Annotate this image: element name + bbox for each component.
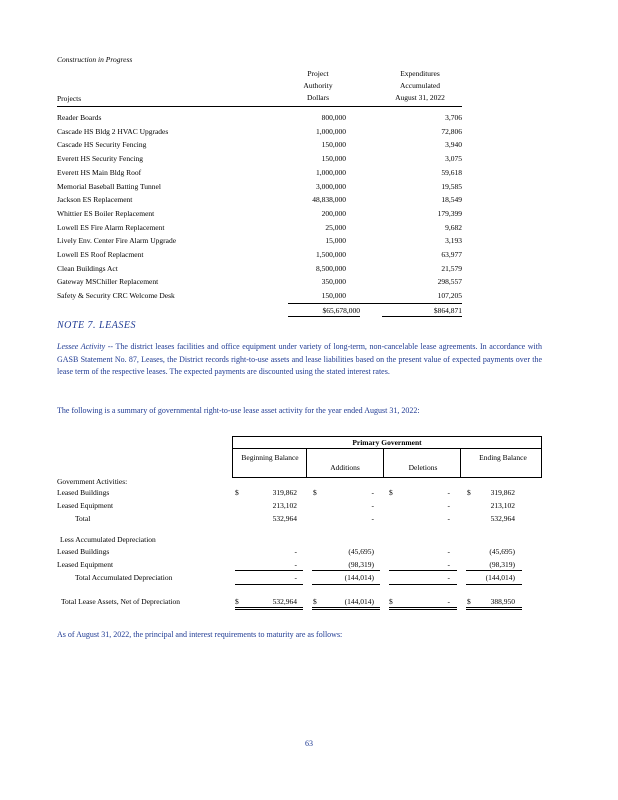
lease-depreciation xyxy=(57,547,517,587)
dep-rule-1 xyxy=(235,570,303,571)
lease-assets xyxy=(57,488,517,528)
net-dbl-2 xyxy=(312,607,380,610)
cip-row: Gateway MSChiller Replacement 350,000 298,557 xyxy=(57,277,462,287)
net-rule-4 xyxy=(466,584,522,585)
table-row: Leased Buildings $ 319,862 $ - $ - $ 319,862 xyxy=(57,488,515,497)
lease-group-header: Primary Government xyxy=(352,438,422,447)
cip-row: Everett HS Main Bldg Roof 1,000,000 59,618 xyxy=(57,167,462,177)
lease-table-top-rule xyxy=(232,436,542,437)
dep-rule-2 xyxy=(312,570,380,571)
cip-row: Memorial Baseball Batting Tunnel 3,000,000 19,585 xyxy=(57,181,462,191)
net-dbl-4 xyxy=(466,607,522,610)
gov-activities-label: Government Activities: xyxy=(57,477,128,486)
cip-title: Construction in Progress xyxy=(57,55,133,64)
table-row: Total Accumulated Depreciation - (144,014) - (144,014) xyxy=(75,573,515,582)
col-ending-balance: Ending Balance xyxy=(479,453,527,462)
cip-row: Reader Boards 800,000 3,706 xyxy=(57,113,462,122)
col-additions: Additions xyxy=(330,463,360,472)
lease-col-divider-1 xyxy=(306,448,307,478)
lease-table-left-rule xyxy=(232,436,233,478)
cip-total-underline-1 xyxy=(288,316,360,317)
dep-rule-4 xyxy=(466,570,522,571)
cip-row: Safety & Security CRC Welcome Desk 150,000 107,205 xyxy=(57,291,462,301)
cip-table xyxy=(57,113,462,313)
note-paragraph-2: The following is a summary of governmental right-to-use lease asset activity for the year ended August 31, 2022: xyxy=(57,406,420,415)
table-row: Total Lease Assets, Net of Depreciation $ 532,964 $ (144,014) $ - $ 388,950 xyxy=(61,597,515,606)
cip-row: Lowell ES Fire Alarm Replacement 25,000 9,682 xyxy=(57,222,462,232)
table-row: Leased Equipment - (98,319) - (98,319) xyxy=(57,560,515,569)
page-number: 63 xyxy=(305,739,313,748)
note-paragraph-1: Lessee Activity -- The district leases facilities and office equipment under variety of long-term, non-cancelable lease agreements. In accordance with GASB Statement No. 87, Leases, the District records right-to-use assets and lease liabilities based on the present value of expected payments over the lease term of the respective leases. The expected payments are discounted using the stated interest rates. xyxy=(57,342,543,376)
cip-header-rule xyxy=(57,106,462,107)
col-deletions: Deletions xyxy=(408,463,438,472)
cip-row: Jackson ES Replacement 48,838,000 18,549 xyxy=(57,195,462,205)
table-row: Leased Equipment 213,102 - - 213,102 xyxy=(57,501,515,510)
note-paragraph-3: As of August 31, 2022, the principal and interest requirements to maturity are as follows: xyxy=(57,630,343,639)
cip-projects-label: Projects xyxy=(57,94,82,103)
net-rule-2 xyxy=(312,584,380,585)
cip-row: Everett HS Security Fencing 150,000 3,075 xyxy=(57,154,462,164)
cip-row: Clean Buildings Act 8,500,000 21,579 xyxy=(57,263,462,273)
net-dbl-3 xyxy=(389,607,457,610)
cip-row: Cascade HS Bldg 2 HVAC Upgrades 1,000,000 72,806 xyxy=(57,126,462,136)
net-rule-1 xyxy=(235,584,303,585)
net-rule-3 xyxy=(389,584,457,585)
cip-header-authority: Project Authority Dollars xyxy=(303,69,333,102)
lease-table-right-rule xyxy=(541,436,542,478)
net-dbl-1 xyxy=(235,607,303,610)
dep-rule-3 xyxy=(389,570,457,571)
cip-total-underline-2 xyxy=(382,316,462,317)
table-row: Leased Buildings - (45,695) - (45,695) xyxy=(57,547,515,556)
cip-total-authority: $65,678,000 xyxy=(322,306,360,315)
cip-total-expend: $864,871 xyxy=(433,306,462,315)
cip-header-expenditures: Expenditures Accumulated August 31, 2022 xyxy=(395,69,445,102)
lease-table-bottom-rule xyxy=(232,477,542,478)
cip-row: Lively Env. Center Fire Alarm Upgrade 15,000 3,193 xyxy=(57,236,462,246)
lease-col-divider-3 xyxy=(460,448,461,478)
col-beginning-balance: Beginning Balance xyxy=(241,453,299,462)
less-dep-label: Less Accumulated Depreciation xyxy=(60,535,156,544)
cip-row: Cascade HS Security Fencing 150,000 3,940 xyxy=(57,140,462,150)
cip-row: Whittier ES Boiler Replacement 200,000 179,399 xyxy=(57,208,462,218)
cip-total-rule xyxy=(288,303,462,304)
table-row: Total 532,964 - - 532,964 xyxy=(75,514,515,523)
cip-row: Lowell ES Roof Replacment 1,500,000 63,977 xyxy=(57,250,462,259)
lease-group-rule xyxy=(232,448,542,449)
note-heading: NOTE 7. LEASES xyxy=(57,320,136,331)
lease-col-divider-2 xyxy=(383,448,384,478)
